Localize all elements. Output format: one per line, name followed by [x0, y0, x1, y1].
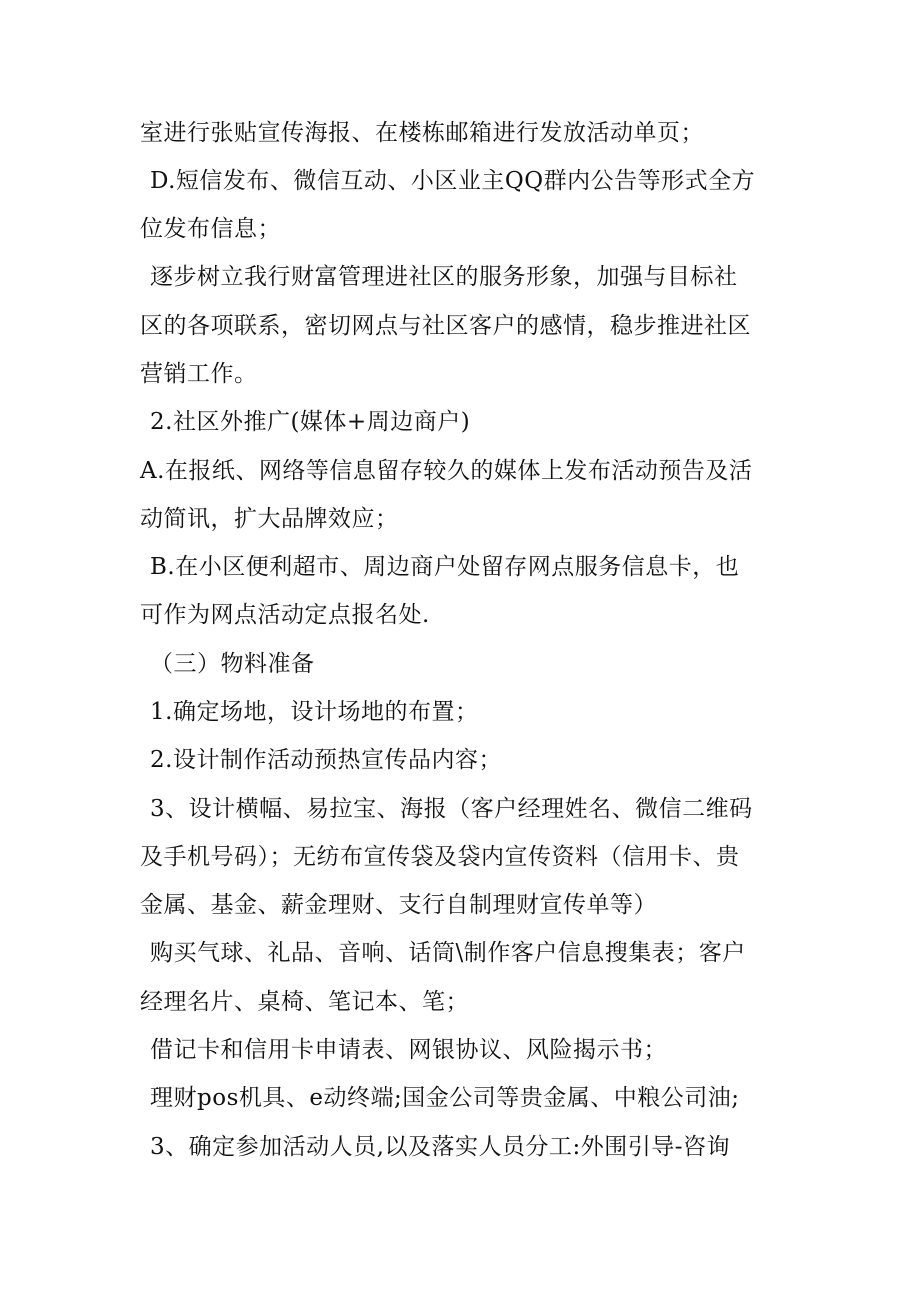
- text-line: 借记卡和信用卡申请表、网银协议、风险揭示书；: [150, 1037, 667, 1063]
- section-heading: （三）物料准备: [150, 651, 315, 677]
- text-line: 及手机号码）；无纺布宣传袋及袋内宣传资料（信用卡、贵: [140, 844, 740, 870]
- text-line: 营销工作。: [140, 361, 258, 387]
- text-line: 购买气球、礼品、音响、话筒\制作客户信息搜集表；客户: [150, 940, 746, 966]
- text-line: 经理名片、桌椅、笔记本、笔；: [140, 989, 469, 1015]
- text-line: 位发布信息；: [140, 216, 281, 242]
- text-line: A.在报纸、网络等信息留存较久的媒体上发布活动预告及活: [140, 458, 753, 484]
- text-line: 3、设计横幅、易拉宝、海报（客户经理姓名、微信二维码: [150, 796, 753, 822]
- text-line: 2.设计制作活动预热宣传品内容；: [150, 747, 502, 773]
- text-line: 1.确定场地，设计场地的布置；: [150, 699, 479, 725]
- text-line: 3、确定参加活动人员,以及落实人员分工:外围引导-咨询: [150, 1134, 730, 1160]
- text-line: 理财pos机具、e动终端;国金公司等贵金属、中粮公司油;: [150, 1085, 740, 1111]
- text-line: 可作为网点活动定点报名处.: [140, 602, 430, 628]
- text-line: 室进行张贴宣传海报、在楼栋邮箱进行发放活动单页；: [140, 120, 704, 146]
- text-line: D.短信发布、微信互动、小区业主QQ群内公告等形式全方: [150, 168, 756, 194]
- text-line: B.在小区便利超市、周边商户处留存网点服务信息卡，也: [150, 554, 740, 580]
- text-line: 逐步树立我行财富管理进社区的服务形象，加强与目标社: [150, 264, 738, 290]
- text-line: 动简讯，扩大品牌效应；: [140, 506, 399, 532]
- text-line: 2.社区外推广(媒体+周边商户): [150, 409, 471, 435]
- text-line: 金属、基金、薪金理财、支行自制理财宣传单等）: [140, 892, 657, 918]
- text-line: 区的各项联系，密切网点与社区客户的感情，稳步推进社区: [140, 313, 751, 339]
